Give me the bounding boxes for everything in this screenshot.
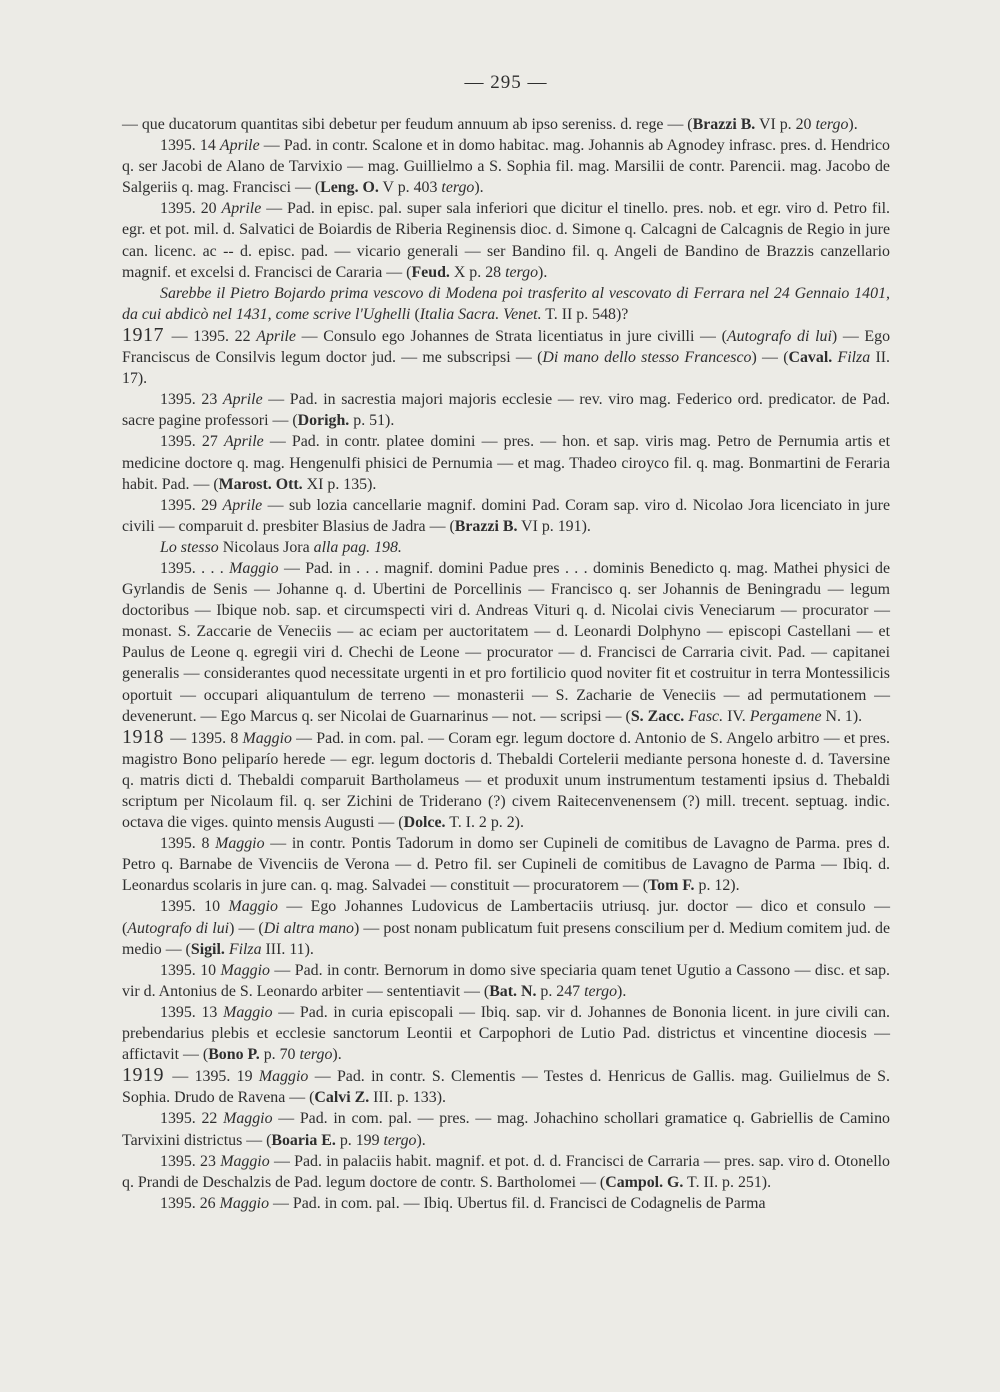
italic-text: Di mano dello stesso Francesco xyxy=(542,349,752,367)
text-run: — Pad. in contr. platee domini — pres. — hon. et sap. viris mag. Petro de Pernumia artis et medicine doctore q. mag. Hengenulfi phisici de Pernumia — et mag. Thadeo ciroyco fil. q. mag. Bonmartini de Feraria habit. Pad. — ( xyxy=(122,433,890,493)
paragraph xyxy=(122,558,890,727)
italic-text: Aprile xyxy=(223,433,264,451)
document-number: 1918 xyxy=(122,725,164,748)
paragraph xyxy=(122,1151,890,1193)
paragraph xyxy=(122,1108,890,1150)
paragraph xyxy=(122,495,890,537)
italic-text: Maggio xyxy=(215,835,265,853)
text-run: — Pad. in palaciis habit. magnif. et pot. d. d. Francisci de Carraria — pres. sap. viro d. Otonello q. Prandi de Deschalzis de Pad. legum doctore de contr. S. Bartholomei — ( xyxy=(122,1152,891,1191)
source-reference: Dorigh. xyxy=(297,412,350,430)
text-run: XI p. 135). xyxy=(302,475,377,493)
italic-text: Maggio xyxy=(242,729,292,747)
italic-text: Maggio xyxy=(219,1194,270,1212)
text-run: T. II p. 548)? xyxy=(541,305,629,323)
text-run: IV. xyxy=(723,707,750,725)
text-run: p. 51). xyxy=(349,412,395,430)
italic-text: tergo xyxy=(584,982,618,1000)
italic-text: Lo stesso xyxy=(160,538,219,556)
text-run: ( xyxy=(410,305,420,323)
italic-text: tergo xyxy=(815,116,849,133)
paragraph xyxy=(122,1193,890,1214)
italic-text: alla pag. 198. xyxy=(313,538,402,556)
source-reference: Caval. xyxy=(788,349,833,367)
paragraph xyxy=(122,1065,890,1108)
italic-text: Maggio xyxy=(258,1068,309,1086)
text-run: — Pad. in contr. Bernorum in domo sive speciaria quam tenet Ugutio a Cassono — disc. et sap. vir d. Antonius de S. Leonardo arbiter — sententiavit — ( xyxy=(122,961,891,1000)
text-run: T. II. p. 251). xyxy=(683,1173,772,1191)
text-run: 1395. 20 xyxy=(160,200,222,218)
source-reference: Calvi Z. xyxy=(314,1089,370,1107)
italic-text: Aprile xyxy=(222,496,263,514)
text-run: ). xyxy=(474,179,484,197)
text-run: 1395. 29 xyxy=(160,496,223,514)
source-reference: Leng. O. xyxy=(320,179,379,197)
text-run: — Pad. in . . . magnif. domini Padue pres . . . dominis Benedicto q. mag. Mathei physici de Gyrlandis de Senis — Johanne q. d. Ubertini de Porcellinis — Francisco q. ser Johannis de Beningradu — legum doctoribus — Ibique nob. sap. et circumspecti viri d. Andreas Vituri q. d. Nicolai civis Veneciarum — procurator — monast. S. Zaccarie de Veneciis — ac eciam per auctoritatem — d. Leonardi Dolphyno — episcopi Castellani — et Paulus de Leone q. egregii viri d. Chechi de Leone — procurator — d. Francisci de Carraria civit. Pad. — capitanei generalis — considerantes quod necessitate urgenti in et pro fortilicio quod noviter fit et costruitur in terra Montessilicis oportuit — occupari aliquantulum de terreno — monasterii — S. Zacharie de Veneciis — ad permutationem — devenerunt. — Ego Marcus q. ser Nicolai de Guarnarinus — not. — scripsi — ( xyxy=(122,559,890,725)
source-reference: Boaria E. xyxy=(271,1131,336,1149)
text-run: — que ducatorum quantitas sibi debetur per feudum annuum ab ipso sereniss. d. rege — ( xyxy=(122,116,693,133)
italic-text: Aprile xyxy=(256,327,296,345)
paragraph xyxy=(122,960,890,1002)
italic-text: Pergamene xyxy=(749,707,822,725)
text-run: 1395. 8 xyxy=(160,835,216,853)
italic-text: Autografo di lui xyxy=(726,327,832,345)
source-reference: Brazzi B. xyxy=(692,116,756,133)
text-run: ). xyxy=(332,1046,342,1064)
text-run: 1395. 14 xyxy=(160,137,220,155)
source-reference: Brazzi B. xyxy=(454,517,518,535)
source-reference: Sigil. xyxy=(190,940,225,958)
paragraph xyxy=(122,727,890,833)
text-run: — in contr. Pontis Tadorum in domo ser Cupineli de comitibus de Lavagno de Parma. pres d. Petro q. Barnabe de Vivenciis de Verona — d. Petro fil. ser Cupineli de comitibus de Lavagno de Parma — Ibiq. d. Leonardus scolaris in jure can. q. mag. Salvadei — constituit — procuratorem — ( xyxy=(122,835,890,895)
text-run: 1395. 27 xyxy=(160,433,224,451)
italic-text: tergo xyxy=(441,179,475,197)
italic-text: Filza xyxy=(228,940,262,958)
source-reference: Bono P. xyxy=(208,1046,260,1064)
italic-text: Aprile xyxy=(222,391,263,409)
text-run: VI p. 20 xyxy=(755,116,816,133)
source-reference: Dolce. xyxy=(403,814,446,832)
italic-text: tergo xyxy=(299,1046,333,1064)
text-run: VI p. 191). xyxy=(517,517,591,535)
italic-text: Sarebbe il Pietro Bojardo prima vescovo di Modena poi trasferito al vescovato di Ferrara nel 24 Gennaio 1401, da cui abdicò nel 1431, come scrive l'Ughelli xyxy=(122,284,890,323)
text-run: III. p. 133). xyxy=(369,1089,446,1107)
text-run: — Pad. in contr. Scalone et in domo habitac. mag. Johannis ab Agnodey infrasc. pres. d. Hendrico q. ser Jacobi de Alano de Tarvixio — mag. Guillielmo a S. Sophia fil. mag. Marsilii de contr. Parencii. mag. Jacobo de Salgeriis q. mag. Francisci — ( xyxy=(122,137,890,197)
text-run: — Ego Johannes Ludovicus de Lambertaciis utriusq. jur. doctor — dico et consulo — ( xyxy=(122,898,891,937)
text-run: 1395. 10 xyxy=(160,898,229,916)
paragraph xyxy=(122,389,890,431)
source-reference: Bat. N. xyxy=(489,982,537,1000)
text-run: 1395. 22 xyxy=(160,1110,224,1128)
text-run: 1395. . . . xyxy=(160,559,230,577)
source-reference: Tom F. xyxy=(648,877,695,895)
text-run: T. I. 2 p. 2). xyxy=(445,814,524,832)
italic-text: Aprile xyxy=(221,200,262,218)
paragraph xyxy=(122,114,890,135)
italic-text: Aprile xyxy=(219,137,260,155)
text-run: III. 11). xyxy=(261,940,314,958)
text-run: ) — ( xyxy=(751,349,789,367)
text-run: — sub lozia cancellarie magnif. domini Pad. Coram sap. viro d. Nicolao Jora licenciato in jure civili — comparuit d. presbiter Blasius de Jadra — ( xyxy=(122,496,890,535)
paragraph xyxy=(122,325,890,389)
italic-text: Maggio xyxy=(228,898,278,916)
paragraph xyxy=(122,896,890,959)
text-run: — Consulo ego Johannes de Strata licentiatus in jure civilli — ( xyxy=(296,327,727,345)
paragraph xyxy=(122,1002,890,1065)
text-run: p. 70 xyxy=(259,1046,300,1064)
text-run: N. 1). xyxy=(821,707,863,725)
italic-text: tergo xyxy=(505,263,539,281)
text-run: ) — Ego Franciscus de Consilvis legum doctor jud. — me subscripsi — ( xyxy=(122,327,891,367)
page-number: — 295 — xyxy=(464,72,548,93)
italic-text: Maggio xyxy=(223,1110,273,1128)
text-run: 1395. 10 xyxy=(160,961,221,979)
paragraph xyxy=(122,431,890,494)
paragraph xyxy=(122,537,890,558)
text-run: ). xyxy=(848,116,858,133)
italic-text: Autografo di lui xyxy=(127,919,230,937)
text-run: II. 17). xyxy=(122,349,891,388)
text-run: — 1395. 19 xyxy=(166,1068,259,1086)
italic-text: tergo xyxy=(383,1131,417,1149)
paragraph xyxy=(122,833,890,896)
source-reference: S. Zacc. xyxy=(630,707,685,725)
document-number: 1917 xyxy=(122,323,164,346)
text-run: — Pad. in contr. S. Clementis — Testes d. Henricus de Gallis. mag. Guilielmus de S. Sophia. Drudo de Ravena — ( xyxy=(122,1068,890,1107)
text-run: p. 12). xyxy=(694,877,740,895)
italic-text: Filza xyxy=(837,349,871,367)
page-body xyxy=(122,114,890,1214)
text-run: — Pad. in com. pal. — Coram egr. legum doctore d. Antonio de S. Angelo arbitro — et pres. magistro Bono peliparío herede — egr. legum doctoris d. Thebaldi Cortelerii mediante persona honeste d. d. Taversine q. matris dicti d. Thebaldi comparuit Bartholameus — et produxit unum instrumentum testamenti ipsius d. Thebaldi scriptum per Nicolaum fil. q. ser Zichini de Triderano (?) civem Raitecenvenensem (?) mill. trecent. septuag. indic. octava die viges. quinto mensis Augusti — ( xyxy=(122,729,890,832)
paragraph xyxy=(122,283,890,325)
italic-text: Italia Sacra. Venet. xyxy=(419,305,542,323)
text-run: Nicolaus Jora xyxy=(218,538,314,556)
text-run: 1395. 23 xyxy=(160,391,223,409)
document-number: 1919 xyxy=(122,1064,164,1087)
text-run: ). xyxy=(617,982,627,1000)
text-run: V p. 403 xyxy=(378,179,442,197)
text-run: — Pad. in episc. pal. super sala inferiori que dicitur el tinello. pres. nob. et egr. viro d. Petro fil. egr. et pot. mil. d. Salvatici de Boiardis de Riberia Reginensis dioc. d. Simone q. Calcagni de Calcagnis de Regio in jure can. licenc. ac -- d. episc. pad. — vicario generali — ser Bandino fil. q. Angeli de Bandino de Brazzis canzellario magnif. et excelsi d. Francisci de Cararia — ( xyxy=(122,200,890,281)
text-run: — 1395. 8 xyxy=(166,729,243,747)
source-reference: Campol. G. xyxy=(605,1173,684,1191)
text-run: ) — ( xyxy=(229,919,264,937)
text-run: ) — post nonam publicatum fuit presens conscilium per d. Medium comitem jud. de medio — ( xyxy=(122,919,890,958)
text-run: 1395. 23 xyxy=(160,1152,221,1170)
text-run: 1395. 13 xyxy=(160,1003,224,1021)
italic-text: Maggio xyxy=(229,559,279,577)
text-run: — 1395. 22 xyxy=(166,327,257,345)
source-reference: Feud. xyxy=(411,263,450,281)
italic-text: Fasc. xyxy=(688,707,724,725)
text-run: ). xyxy=(538,263,548,281)
text-run: — Pad. in sacrestia majori majoris ecclesie — rev. viro mag. Federico ord. predicator. de Pad. sacre pagine professori — ( xyxy=(122,391,890,430)
text-run: — Pad. in curia episcopali — Ibiq. sap. vir d. Johannes de Bononia licent. in jure civili can. prebendarius plebis et ecclesie sanctorum Leontii et Carpophori de Lutio Pad. districtus et vincentine diocesis — affictavit — ( xyxy=(122,1003,890,1064)
italic-text: Maggio xyxy=(220,1152,270,1170)
text-run: p. 199 xyxy=(335,1131,384,1149)
text-run: — Pad. in com. pal. — Ibiq. Ubertus fil. d. Francisci de Codagnelis de Parma xyxy=(269,1194,766,1212)
text-run: 1395. 26 xyxy=(160,1194,220,1212)
italic-text: Maggio xyxy=(220,961,270,979)
text-run: — Pad. in com. pal. — pres. — mag. Johachino schollari gramatice q. Gabriellis de Camino Tarvixini districtus — ( xyxy=(122,1110,890,1149)
text-run: p. 247 xyxy=(536,982,585,1000)
text-run: X p. 28 xyxy=(449,263,506,281)
source-reference: Marost. Ott. xyxy=(218,475,303,493)
italic-text: Maggio xyxy=(223,1003,273,1021)
italic-text: Di altra mano xyxy=(263,919,355,937)
paragraph xyxy=(122,198,890,282)
text-run: ). xyxy=(416,1131,426,1149)
paragraph xyxy=(122,135,890,198)
